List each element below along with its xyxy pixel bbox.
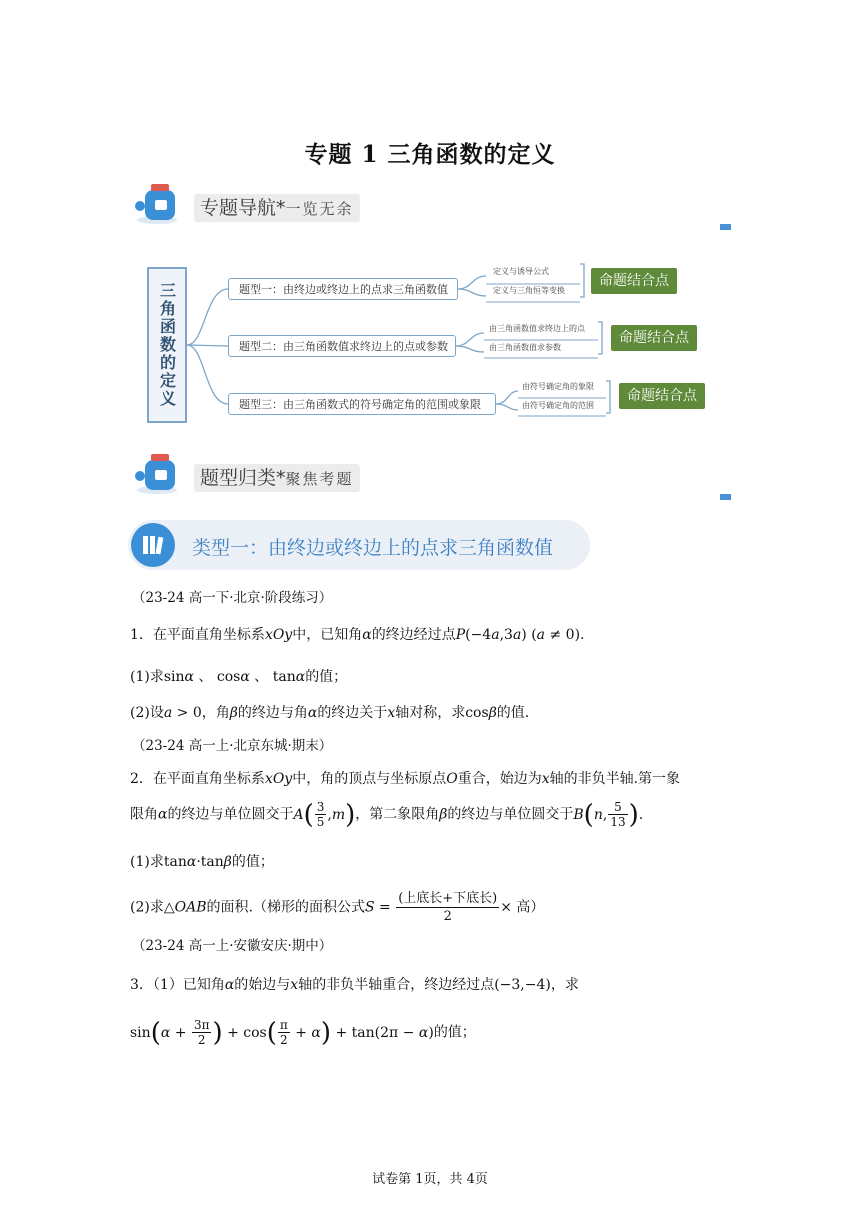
books-icon bbox=[131, 523, 175, 567]
q1-stem-text: 中，已知角 bbox=[292, 627, 363, 643]
mindmap-leaf: 由三角函数值求终边上的点 bbox=[489, 324, 585, 333]
q1-part2-text: 的终边关于 bbox=[317, 705, 388, 721]
q1-source: （23-24 高一下·北京·阶段练习） bbox=[132, 590, 333, 606]
mindmap-root bbox=[147, 267, 187, 423]
mindmap-leaf: 定义与诱导公式 bbox=[493, 267, 549, 276]
q2-source: （23-24 高一上·北京东城·期末） bbox=[132, 738, 333, 754]
q1-part2-text: (2)设 bbox=[130, 705, 164, 721]
nav-section-star: * bbox=[276, 197, 286, 219]
q1-part2-text: 的终边与角 bbox=[237, 705, 308, 721]
class-section-sub: 聚焦考题 bbox=[285, 470, 354, 488]
q1-part2-text: 的值. bbox=[496, 705, 530, 721]
q2-part1-text: (1)求 bbox=[130, 854, 164, 870]
q2-part2-text: 的面积.（梯形的面积公式 bbox=[206, 899, 365, 916]
q2-stem-text: 的终边与单位圆交于 bbox=[447, 806, 574, 823]
type-banner-label: 类型一：由终边或终边上的点求三角函数值 bbox=[192, 537, 554, 559]
mindmap-leaf: 由三角函数值求参数 bbox=[489, 343, 561, 352]
q2-stem-line1: 2．在平面直角坐标系xOy中，角的顶点与坐标原点O重合，始边为x轴的非负半轴.第一象 bbox=[130, 771, 681, 787]
q3-stem-text: 轴的非负半轴重合，终边经过点 bbox=[298, 977, 495, 993]
class-section-star: * bbox=[276, 467, 286, 489]
q2-stem-text: 的终边与单位圆交于 bbox=[167, 806, 294, 823]
q2-part2: (2)求△OAB的面积.（梯形的面积公式S = $\frac{\text{(上底长+下底长)}}{2}$ × 高） bbox=[130, 891, 545, 924]
mindmap-branch-2: 题型二：由三角函数值求终边上的点或参数 bbox=[228, 335, 456, 357]
q2-stem-text: 限角 bbox=[130, 806, 158, 823]
q3-stem-line2 bbox=[130, 1018, 476, 1047]
q3-expression: sin(α + $\frac{3\pi}{2}$ ) + cos( $\frac{\pi}{2}$ + α) + tan(2π − α) bbox=[130, 1017, 434, 1048]
mindmap-connectors bbox=[0, 0, 860, 440]
class-section-label: 题型归类 bbox=[200, 467, 277, 489]
q1-part2: (2)设a > 0，角β的终边与角α的终边关于x轴对称，求cosβ的值. bbox=[130, 705, 530, 721]
q1-part2-text: 轴对称，求 bbox=[395, 705, 466, 721]
mindmap-leaf: 定义与三角恒等变换 bbox=[493, 286, 565, 295]
q3-stem-text: 3．（1）已知角 bbox=[130, 977, 225, 993]
q1-stem: 1．在平面直角坐标系xOy中，已知角α的终边经过点P(−4a,3a) (a ≠ 0). bbox=[130, 627, 585, 643]
mindmap-tag: 命题结合点 bbox=[611, 325, 697, 351]
page-title: 专题 1 三角函数的定义 bbox=[304, 141, 556, 168]
q2-point-a: A( $\frac{3}{5}$ ,m) bbox=[293, 799, 356, 830]
q2-stem-text: 重合，始边为 bbox=[457, 771, 542, 787]
q1-part2-text: ，角 bbox=[201, 705, 230, 721]
q3-source: （23-24 高一上·安徽安庆·期中） bbox=[132, 938, 333, 954]
mindmap-tag: 命题结合点 bbox=[619, 383, 705, 409]
q1-stem-text: 1．在平面直角坐标系 bbox=[130, 627, 265, 643]
class-section-header bbox=[194, 464, 360, 492]
q3-stem-text: ，求 bbox=[550, 977, 579, 993]
q1-part1: (1)求sinα 、 cosα 、 tanα的值； bbox=[130, 669, 348, 685]
q2-formula-denominator: 2 bbox=[443, 909, 452, 924]
q1-point-formula: P(−4a,3a) (a ≠ 0). bbox=[455, 627, 585, 643]
nav-section-label: 专题导航 bbox=[200, 197, 277, 219]
mascot-icon bbox=[131, 450, 185, 496]
q2-part1: (1)求tanα·tanβ的值； bbox=[130, 854, 274, 870]
q2-part1-text: 的值； bbox=[231, 854, 274, 870]
q2-area-formula bbox=[396, 890, 499, 925]
q2-stem-text: 轴的非负半轴.第一象 bbox=[549, 771, 681, 787]
q2-stem-text: 2．在平面直角坐标系 bbox=[130, 771, 265, 787]
nav-section-sub: 一览无余 bbox=[285, 200, 354, 218]
corner-marker bbox=[720, 494, 731, 500]
q2-part2-text: (2)求 bbox=[130, 899, 164, 916]
mindmap-branch-1: 题型一：由终边或终边上的点求三角函数值 bbox=[228, 278, 458, 300]
q1-stem-text: 的终边经过点 bbox=[371, 627, 456, 643]
mindmap-branch-3: 题型三：由三角函数式的符号确定角的范围或象限 bbox=[228, 393, 496, 415]
q2-formula-numerator: (上底长+下底长) bbox=[398, 891, 498, 906]
q3-stem-line1: 3．（1）已知角α的始边与x轴的非负半轴重合，终边经过点(−3,−4)，求 bbox=[130, 977, 579, 993]
mindmap-leaf: 由符号确定角的象限 bbox=[522, 382, 594, 391]
q2-part2-text: × 高） bbox=[500, 899, 545, 916]
q1-part1-text: 的值； bbox=[305, 669, 348, 685]
q3-stem-text: 的始边与 bbox=[234, 977, 291, 993]
q2-stem-line2: 限角α的终边与单位圆交于A( $\frac{3}{5}$ ,m)，第二象限角β的终边与单位圆交于B(n, $\frac{5}{13}$ ). bbox=[130, 799, 644, 830]
mindmap-root-label: 三角函数的定义 bbox=[157, 282, 177, 408]
q1-part1-text: (1)求 bbox=[130, 669, 164, 685]
q2-stem-text: 中，角的顶点与坐标原点 bbox=[292, 771, 447, 787]
q2-stem-text: ，第二象限角 bbox=[355, 806, 440, 823]
q3-stem-text: 的值； bbox=[433, 1024, 476, 1041]
q2-point-b: B(n, $\frac{5}{13}$ ). bbox=[573, 799, 644, 830]
mindmap-leaf: 由符号确定角的范围 bbox=[522, 401, 594, 410]
mindmap-tag: 命题结合点 bbox=[591, 268, 677, 294]
page-footer: 试卷第 1页，共 4页 bbox=[372, 1172, 488, 1187]
